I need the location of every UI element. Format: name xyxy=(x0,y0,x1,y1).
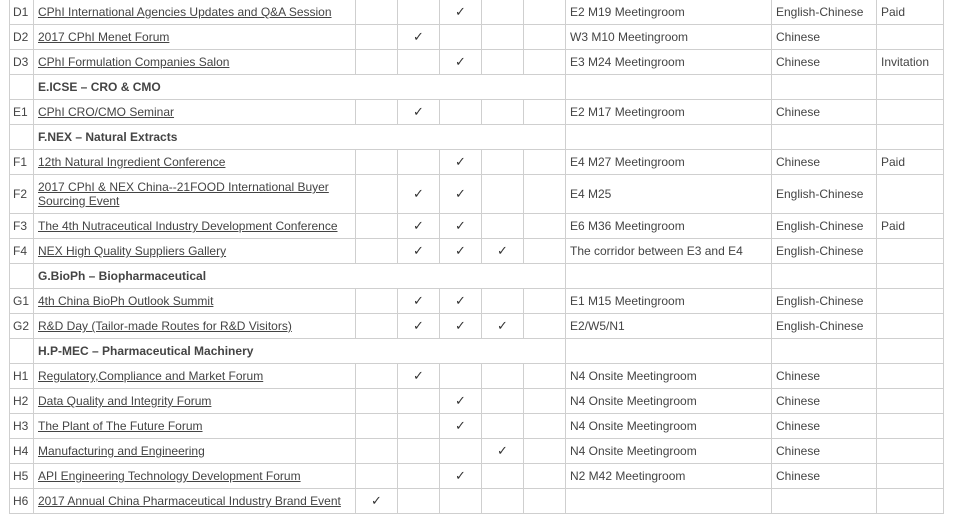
check-cell xyxy=(482,175,524,214)
table-row xyxy=(10,364,944,389)
language-cell: Chinese xyxy=(772,439,877,464)
venue-cell: W3 M10 Meetingroom xyxy=(566,25,772,50)
event-title-cell xyxy=(34,414,356,439)
table-row xyxy=(10,389,944,414)
check-cell xyxy=(440,364,482,389)
check-cell-empty xyxy=(524,389,566,414)
fee-cell: Paid xyxy=(877,0,944,25)
event-title-link[interactable]: 2017 Annual China Pharmaceutical Industry Brand Event xyxy=(38,494,341,508)
language-cell: English-Chinese xyxy=(772,289,877,314)
check-cell xyxy=(482,0,524,25)
check-cell-empty xyxy=(524,314,566,339)
table-row xyxy=(10,214,944,239)
row-id-cell: H2 xyxy=(10,389,34,414)
check-cell xyxy=(356,100,398,125)
check-cell: ✓ xyxy=(482,314,524,339)
event-title-link[interactable]: R&D Day (Tailor-made Routes for R&D Visitors) xyxy=(38,319,292,333)
table-row xyxy=(10,439,944,464)
check-cell xyxy=(440,439,482,464)
check-cell-empty xyxy=(524,100,566,125)
language-cell: Chinese xyxy=(772,389,877,414)
check-cell: ✓ xyxy=(398,214,440,239)
check-cell-empty xyxy=(524,464,566,489)
check-cell xyxy=(398,489,440,514)
check-cell: ✓ xyxy=(440,0,482,25)
check-cell-empty xyxy=(524,25,566,50)
fee-cell xyxy=(877,414,944,439)
section-header-row xyxy=(10,339,944,364)
event-title-link[interactable]: The 4th Nutraceutical Industry Development Conference xyxy=(38,219,338,233)
check-cell xyxy=(398,389,440,414)
fee-cell: Invitation xyxy=(877,50,944,75)
table-row xyxy=(10,175,944,214)
check-cell-empty xyxy=(524,289,566,314)
check-cell: ✓ xyxy=(440,289,482,314)
row-id-cell: F3 xyxy=(10,214,34,239)
fee-cell xyxy=(877,389,944,414)
row-id-cell: H4 xyxy=(10,439,34,464)
language-cell: English-Chinese xyxy=(772,314,877,339)
event-title-link[interactable]: Manufacturing and Engineering xyxy=(38,444,205,458)
check-cell-empty xyxy=(524,239,566,264)
check-cell xyxy=(482,214,524,239)
venue-cell: E2 M17 Meetingroom xyxy=(566,100,772,125)
row-id-cell: F2 xyxy=(10,175,34,214)
language-cell: Chinese xyxy=(772,100,877,125)
event-title-cell xyxy=(34,239,356,264)
row-id-cell: H5 xyxy=(10,464,34,489)
event-title-cell xyxy=(34,50,356,75)
schedule-table-body xyxy=(10,0,944,514)
check-cell xyxy=(398,50,440,75)
table-row xyxy=(10,239,944,264)
language-cell xyxy=(772,339,877,364)
check-cell xyxy=(356,464,398,489)
check-cell xyxy=(398,0,440,25)
event-title-cell xyxy=(34,439,356,464)
language-cell xyxy=(772,75,877,100)
table-row xyxy=(10,0,944,25)
check-cell: ✓ xyxy=(440,239,482,264)
venue-cell xyxy=(566,264,772,289)
venue-cell: E6 M36 Meetingroom xyxy=(566,214,772,239)
venue-cell: E4 M25 xyxy=(566,175,772,214)
language-cell xyxy=(772,125,877,150)
table-row xyxy=(10,25,944,50)
venue-cell: E3 M24 Meetingroom xyxy=(566,50,772,75)
row-id-cell: G2 xyxy=(10,314,34,339)
check-cell xyxy=(440,100,482,125)
check-cell: ✓ xyxy=(398,289,440,314)
check-cell: ✓ xyxy=(440,389,482,414)
row-id-cell: E1 xyxy=(10,100,34,125)
fee-cell xyxy=(877,75,944,100)
event-title-cell xyxy=(34,464,356,489)
check-cell: ✓ xyxy=(440,50,482,75)
fee-cell xyxy=(877,364,944,389)
schedule-table-container xyxy=(9,0,944,514)
venue-cell: N4 Onsite Meetingroom xyxy=(566,439,772,464)
check-cell xyxy=(356,50,398,75)
check-cell xyxy=(482,50,524,75)
venue-cell: E4 M27 Meetingroom xyxy=(566,150,772,175)
check-cell xyxy=(440,25,482,50)
check-cell xyxy=(356,389,398,414)
check-cell: ✓ xyxy=(440,314,482,339)
table-row xyxy=(10,314,944,339)
venue-cell xyxy=(566,125,772,150)
check-cell xyxy=(482,414,524,439)
table-row xyxy=(10,150,944,175)
language-cell: Chinese xyxy=(772,364,877,389)
venue-cell: N4 Onsite Meetingroom xyxy=(566,364,772,389)
event-title-link[interactable]: 12th Natural Ingredient Conference xyxy=(38,155,226,169)
check-cell: ✓ xyxy=(440,414,482,439)
row-id-cell: H1 xyxy=(10,364,34,389)
check-cell: ✓ xyxy=(398,25,440,50)
check-cell xyxy=(356,239,398,264)
event-title-link[interactable]: CPhI International Agencies Updates and Q&A Session xyxy=(38,5,332,19)
event-title-cell xyxy=(34,175,356,214)
row-id-cell xyxy=(10,339,34,364)
table-row xyxy=(10,489,944,514)
venue-cell: E2 M19 Meetingroom xyxy=(566,0,772,25)
check-cell: ✓ xyxy=(440,150,482,175)
row-id-cell: H3 xyxy=(10,414,34,439)
venue-cell: E1 M15 Meetingroom xyxy=(566,289,772,314)
event-title-link[interactable]: Regulatory,Compliance and Market Forum xyxy=(38,369,264,383)
check-cell xyxy=(482,389,524,414)
row-id-cell xyxy=(10,264,34,289)
fee-cell: Paid xyxy=(877,214,944,239)
row-id-cell: D2 xyxy=(10,25,34,50)
section-title: E.ICSE – CRO & CMO xyxy=(34,75,566,100)
check-cell: ✓ xyxy=(398,175,440,214)
event-title-link[interactable]: NEX High Quality Suppliers Gallery xyxy=(38,244,227,258)
section-title: H.P-MEC – Pharmaceutical Machinery xyxy=(34,339,566,364)
language-cell: Chinese xyxy=(772,414,877,439)
check-cell xyxy=(356,150,398,175)
section-title: G.BioPh – Biopharmaceutical xyxy=(34,264,566,289)
row-id-cell: F4 xyxy=(10,239,34,264)
venue-cell: E2/W5/N1 xyxy=(566,314,772,339)
fee-cell xyxy=(877,289,944,314)
check-cell xyxy=(356,0,398,25)
language-cell: Chinese xyxy=(772,50,877,75)
language-cell xyxy=(772,489,877,514)
fee-cell xyxy=(877,264,944,289)
venue-cell xyxy=(566,489,772,514)
event-title-cell xyxy=(34,489,356,514)
check-cell: ✓ xyxy=(440,214,482,239)
check-cell xyxy=(356,289,398,314)
table-row xyxy=(10,50,944,75)
check-cell xyxy=(482,25,524,50)
check-cell: ✓ xyxy=(440,464,482,489)
language-cell xyxy=(772,264,877,289)
language-cell: Chinese xyxy=(772,464,877,489)
fee-cell xyxy=(877,25,944,50)
table-row xyxy=(10,289,944,314)
venue-cell xyxy=(566,339,772,364)
check-cell-empty xyxy=(524,364,566,389)
language-cell: Chinese xyxy=(772,150,877,175)
check-cell: ✓ xyxy=(398,364,440,389)
check-cell-empty xyxy=(524,489,566,514)
row-id-cell: H6 xyxy=(10,489,34,514)
check-cell xyxy=(398,150,440,175)
event-title-link[interactable]: 4th China BioPh Outlook Summit xyxy=(38,294,214,308)
fee-cell xyxy=(877,100,944,125)
fee-cell xyxy=(877,439,944,464)
venue-cell xyxy=(566,75,772,100)
check-cell-empty xyxy=(524,175,566,214)
event-schedule-table xyxy=(9,0,944,514)
row-id-cell xyxy=(10,125,34,150)
language-cell: English-Chinese xyxy=(772,214,877,239)
check-cell: ✓ xyxy=(398,239,440,264)
check-cell xyxy=(398,464,440,489)
fee-cell xyxy=(877,464,944,489)
fee-cell xyxy=(877,125,944,150)
event-title-link[interactable]: API Engineering Technology Development Forum xyxy=(38,469,301,483)
event-title-cell xyxy=(34,214,356,239)
check-cell: ✓ xyxy=(356,489,398,514)
check-cell xyxy=(482,464,524,489)
language-cell: English-Chinese xyxy=(772,239,877,264)
event-title-link[interactable]: 2017 CPhI & NEX China--21FOOD International Buyer Sourcing Event xyxy=(38,180,329,208)
row-id-cell: G1 xyxy=(10,289,34,314)
check-cell xyxy=(482,100,524,125)
fee-cell xyxy=(877,339,944,364)
venue-cell: N4 Onsite Meetingroom xyxy=(566,389,772,414)
check-cell-empty xyxy=(524,439,566,464)
venue-cell: N4 Onsite Meetingroom xyxy=(566,414,772,439)
fee-cell xyxy=(877,239,944,264)
check-cell xyxy=(356,414,398,439)
check-cell-empty xyxy=(524,214,566,239)
event-title-cell xyxy=(34,150,356,175)
row-id-cell: D3 xyxy=(10,50,34,75)
language-cell: English-Chinese xyxy=(772,175,877,214)
row-id-cell xyxy=(10,75,34,100)
check-cell: ✓ xyxy=(398,100,440,125)
check-cell xyxy=(356,175,398,214)
check-cell: ✓ xyxy=(398,314,440,339)
event-title-link[interactable]: Data Quality and Integrity Forum xyxy=(38,394,212,408)
section-header-row xyxy=(10,125,944,150)
check-cell xyxy=(356,364,398,389)
language-cell: English-Chinese xyxy=(772,0,877,25)
table-row xyxy=(10,100,944,125)
check-cell xyxy=(482,150,524,175)
event-title-link[interactable]: The Plant of The Future Forum xyxy=(38,419,203,433)
venue-cell: N2 M42 Meetingroom xyxy=(566,464,772,489)
check-cell xyxy=(356,314,398,339)
language-cell: Chinese xyxy=(772,25,877,50)
event-title-cell xyxy=(34,25,356,50)
check-cell-empty xyxy=(524,50,566,75)
fee-cell: Paid xyxy=(877,150,944,175)
check-cell xyxy=(482,364,524,389)
check-cell-empty xyxy=(524,0,566,25)
check-cell xyxy=(356,439,398,464)
event-title-link[interactable]: CPhI Formulation Companies Salon xyxy=(38,55,230,69)
event-title-cell xyxy=(34,100,356,125)
event-title-link[interactable]: 2017 CPhI Menet Forum xyxy=(38,30,170,44)
check-cell xyxy=(356,25,398,50)
row-id-cell: D1 xyxy=(10,0,34,25)
row-id-cell: F1 xyxy=(10,150,34,175)
check-cell xyxy=(356,214,398,239)
section-header-row xyxy=(10,264,944,289)
check-cell xyxy=(398,439,440,464)
check-cell: ✓ xyxy=(482,239,524,264)
fee-cell xyxy=(877,314,944,339)
event-title-link[interactable]: CPhI CRO/CMO Seminar xyxy=(38,105,175,119)
check-cell xyxy=(398,414,440,439)
check-cell xyxy=(482,489,524,514)
fee-cell xyxy=(877,175,944,214)
event-title-cell xyxy=(34,314,356,339)
event-title-cell xyxy=(34,389,356,414)
check-cell xyxy=(482,289,524,314)
check-cell xyxy=(440,489,482,514)
venue-cell: The corridor between E3 and E4 xyxy=(566,239,772,264)
check-cell-empty xyxy=(524,414,566,439)
section-header-row xyxy=(10,75,944,100)
event-title-cell xyxy=(34,364,356,389)
check-cell: ✓ xyxy=(440,175,482,214)
section-title: F.NEX – Natural Extracts xyxy=(34,125,566,150)
table-row xyxy=(10,414,944,439)
table-row xyxy=(10,464,944,489)
fee-cell xyxy=(877,489,944,514)
event-title-cell xyxy=(34,0,356,25)
check-cell: ✓ xyxy=(482,439,524,464)
event-title-cell xyxy=(34,289,356,314)
check-cell-empty xyxy=(524,150,566,175)
